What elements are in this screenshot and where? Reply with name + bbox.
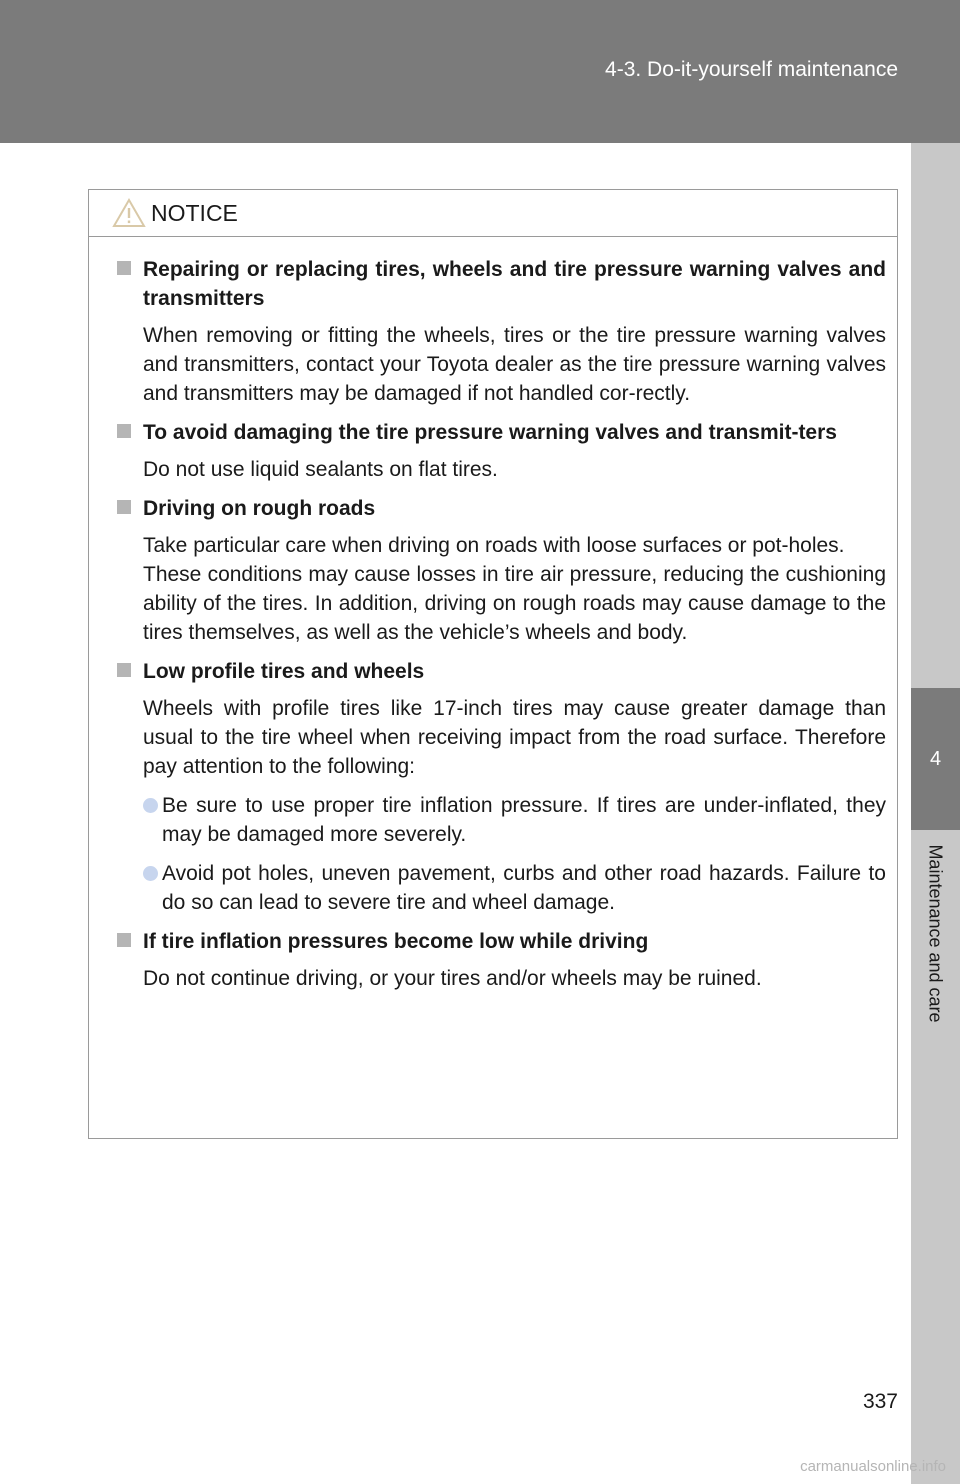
notice-entry <box>117 494 886 647</box>
entry-paragraph: When removing or fitting the wheels, tires or the tire pressure warning valves and transmitters, contact your Toyota dealer as the tire pressure warning valves and transmitters may be damaged if not handled cor-rectly. <box>143 324 886 405</box>
page-number: 337 <box>862 1390 898 1413</box>
square-bullet-icon <box>117 663 131 677</box>
chapter-title: Maintenance and care <box>926 843 946 1023</box>
square-bullet-icon <box>117 424 131 438</box>
notice-entry <box>117 255 886 408</box>
entry-title: To avoid damaging the tire pressure warning valves and transmit-ters <box>143 418 886 447</box>
square-bullet-icon <box>117 933 131 947</box>
entry-title: Repairing or replacing tires, wheels and tire pressure warning valves and transmitters <box>143 255 886 313</box>
notice-entry <box>117 657 886 917</box>
chapter-tab[interactable] <box>911 688 960 830</box>
notice-box <box>88 189 898 1139</box>
notice-title: NOTICE <box>151 200 238 226</box>
chapter-number: 4 <box>929 747 942 770</box>
entry-title: Driving on rough roads <box>143 494 886 523</box>
bullet-text: Be sure to use proper tire inflation pressure. If tires are under-inflated, they may be damaged more severely. <box>162 794 886 846</box>
bullet-dot-icon <box>143 866 158 881</box>
side-tab-top <box>911 143 960 688</box>
entry-paragraph: Do not continue driving, or your tires and/or wheels may be ruined. <box>143 967 762 990</box>
entry-title: If tire inflation pressures become low while driving <box>143 927 886 956</box>
bullet-item <box>117 859 886 917</box>
chapter-title-label <box>911 838 960 1028</box>
bullet-dot-icon <box>143 798 158 813</box>
notice-entry <box>117 927 886 993</box>
entry-paragraph: Take particular care when driving on roads with loose surfaces or pot-holes. <box>143 534 845 557</box>
watermark: carmanualsonline.info <box>800 1458 946 1475</box>
square-bullet-icon <box>117 500 131 514</box>
entry-title: Low profile tires and wheels <box>143 657 886 686</box>
notice-entry <box>117 418 886 484</box>
square-bullet-icon <box>117 261 131 275</box>
header-band <box>0 0 960 143</box>
notice-body <box>89 237 897 993</box>
notice-header <box>89 190 897 237</box>
entry-paragraph: Wheels with profile tires like 17-inch tires may cause greater damage than usual to the tire wheel when receiving impact from the road surface. Therefore pay attention to the following: <box>143 697 886 778</box>
bullet-text: Avoid pot holes, uneven pavement, curbs and other road hazards. Failure to do so can lead to severe tire and wheel damage. <box>162 862 886 914</box>
section-title: 4-3. Do-it-yourself maintenance <box>605 58 898 81</box>
bullet-item <box>117 791 886 849</box>
entry-paragraph: Do not use liquid sealants on flat tires. <box>143 458 498 481</box>
entry-paragraph: These conditions may cause losses in tire air pressure, reducing the cushioning ability of the tires. In addition, driving on rough roads may cause damage to the tires themselves, as well as the vehicle’s wheels and body. <box>143 563 886 644</box>
warning-triangle-icon <box>112 198 146 228</box>
